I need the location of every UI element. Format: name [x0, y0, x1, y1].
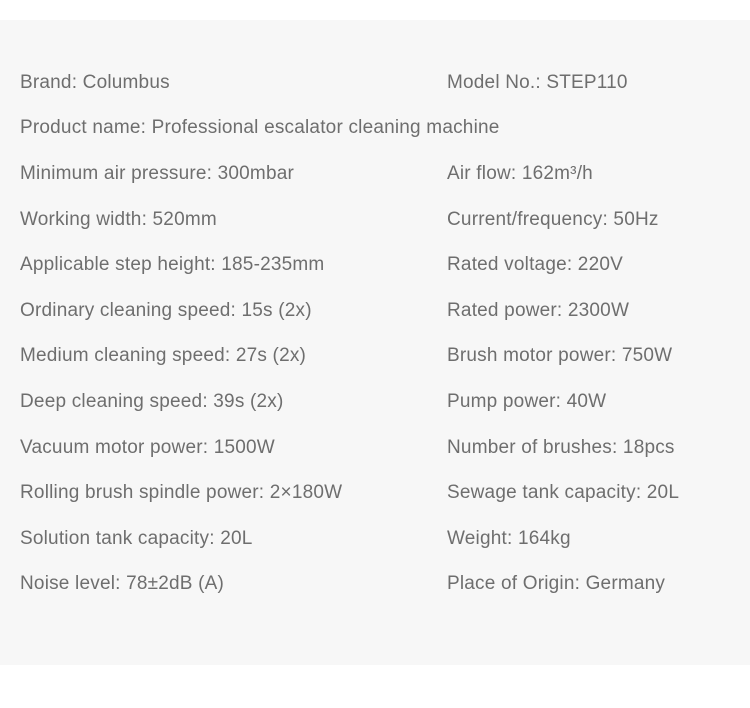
- spec-brand: Brand: Columbus: [20, 71, 170, 93]
- spec-current-frequency: Current/frequency: 50Hz: [447, 208, 659, 230]
- spec-medium-cleaning-speed: Medium cleaning speed: 27s (2x): [20, 345, 307, 367]
- spec-rolling-brush-spindle-power: Rolling brush spindle power: 2×180W: [20, 482, 343, 504]
- spec-weight: Weight: 164kg: [447, 527, 571, 549]
- spec-vacuum-motor-power: Vacuum motor power: 1500W: [20, 436, 275, 458]
- spec-min-air-pressure: Minimum air pressure: 300mbar: [20, 162, 294, 184]
- spec-model-no: Model No.: STEP110: [447, 71, 628, 93]
- spec-noise-level: Noise level: 78±2dB (A): [20, 573, 225, 595]
- spec-rated-voltage: Rated voltage: 220V: [447, 254, 623, 276]
- spec-rated-power: Rated power: 2300W: [447, 299, 630, 321]
- spec-product-name: Product name: Professional escalator cleaning machine: [20, 117, 500, 139]
- spec-pump-power: Pump power: 40W: [447, 390, 607, 412]
- spec-panel: [0, 20, 750, 665]
- spec-brush-motor-power: Brush motor power: 750W: [447, 345, 673, 367]
- spec-place-of-origin: Place of Origin: Germany: [447, 573, 666, 595]
- spec-applicable-step-height: Applicable step height: 185-235mm: [20, 254, 325, 276]
- spec-deep-cleaning-speed: Deep cleaning speed: 39s (2x): [20, 390, 284, 412]
- spec-working-width: Working width: 520mm: [20, 208, 217, 230]
- spec-grid: [0, 20, 750, 607]
- spec-air-flow: Air flow: 162m³/h: [447, 162, 593, 184]
- spec-ordinary-cleaning-speed: Ordinary cleaning speed: 15s (2x): [20, 299, 312, 321]
- spec-number-of-brushes: Number of brushes: 18pcs: [447, 436, 675, 458]
- spec-sewage-tank-capacity: Sewage tank capacity: 20L: [447, 482, 680, 504]
- spec-solution-tank-capacity: Solution tank capacity: 20L: [20, 527, 253, 549]
